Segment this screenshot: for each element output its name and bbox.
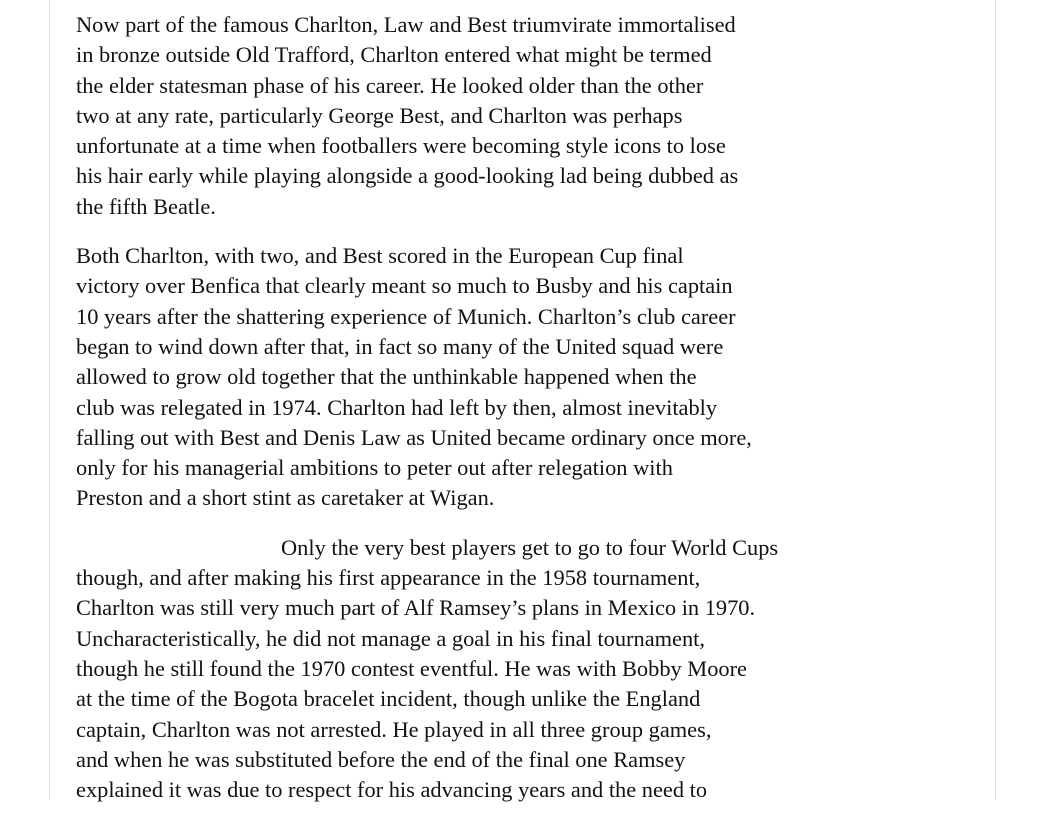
paragraph-line: Now part of the famous Charlton, Law and Best triumvirate immortalised xyxy=(76,12,736,37)
paragraph-line: two at any rate, particularly George Best, and Charlton was perhaps xyxy=(76,102,683,128)
paragraph-line: though he still found the 1970 contest eventful. He was with Bobby Moore xyxy=(76,655,747,681)
paragraph-line: Preston and a short stint as caretaker at Wigan. xyxy=(76,485,495,511)
paragraph-line: the fifth Beatle. xyxy=(76,193,216,219)
paragraph-line: Charlton was still very much part of Alf Ramsey’s plans in Mexico in 1970. xyxy=(76,595,756,621)
paragraph-line: victory over Benfica that clearly meant so much to Busby and his captain xyxy=(76,273,733,299)
paragraph-line: club was relegated in 1974. Charlton had left by then, almost inevitably xyxy=(76,394,718,420)
paragraph-line: only for his managerial ambitions to peter out after relegation with xyxy=(76,455,673,481)
article-paragraph xyxy=(76,241,876,514)
paragraph-line: his hair early while playing alongside a good-looking lad being dubbed as xyxy=(76,163,739,189)
article-column xyxy=(49,0,996,803)
paragraph-line: allowed to grow old together that the unthinkable happened when the xyxy=(76,364,697,390)
paragraph-line: unfortunate at a time when footballers were becoming style icons to lose xyxy=(76,133,726,159)
paragraph-line: in bronze outside Old Trafford, Charlton entered what might be termed xyxy=(76,42,712,68)
paragraph-line: and when he was substituted before the end of the final one Ramsey xyxy=(76,746,686,772)
paragraph-line: Only the very best players get to go to four World Cups xyxy=(281,534,779,560)
paragraph-line: at the time of the Bogota bracelet incident, though unlike the England xyxy=(76,686,701,712)
article-body xyxy=(76,10,876,824)
paragraph-line: Both Charlton, with two, and Best scored in the European Cup final xyxy=(76,243,684,269)
paragraph-line: explained it was due to respect for his advancing years and the need to xyxy=(76,777,708,803)
paragraph-line: Uncharacteristically, he did not manage a goal in his final tournament, xyxy=(76,625,706,651)
article-paragraph xyxy=(76,533,876,806)
article-paragraph xyxy=(76,10,876,222)
paragraph-line: though, and after making his first appearance in the 1958 tournament, xyxy=(76,565,701,591)
paragraph-line: the elder statesman phase of his career. He looked older than the other xyxy=(76,72,704,98)
paragraph-line: 10 years after the shattering experience of Munich. Charlton’s club career xyxy=(76,303,736,329)
paragraph-line: captain, Charlton was not arrested. He played in all three group games, xyxy=(76,716,712,742)
paragraph-line: falling out with Best and Denis Law as United became ordinary once more, xyxy=(76,424,752,450)
paragraph-line: began to wind down after that, in fact so many of the United squad were xyxy=(76,333,724,359)
